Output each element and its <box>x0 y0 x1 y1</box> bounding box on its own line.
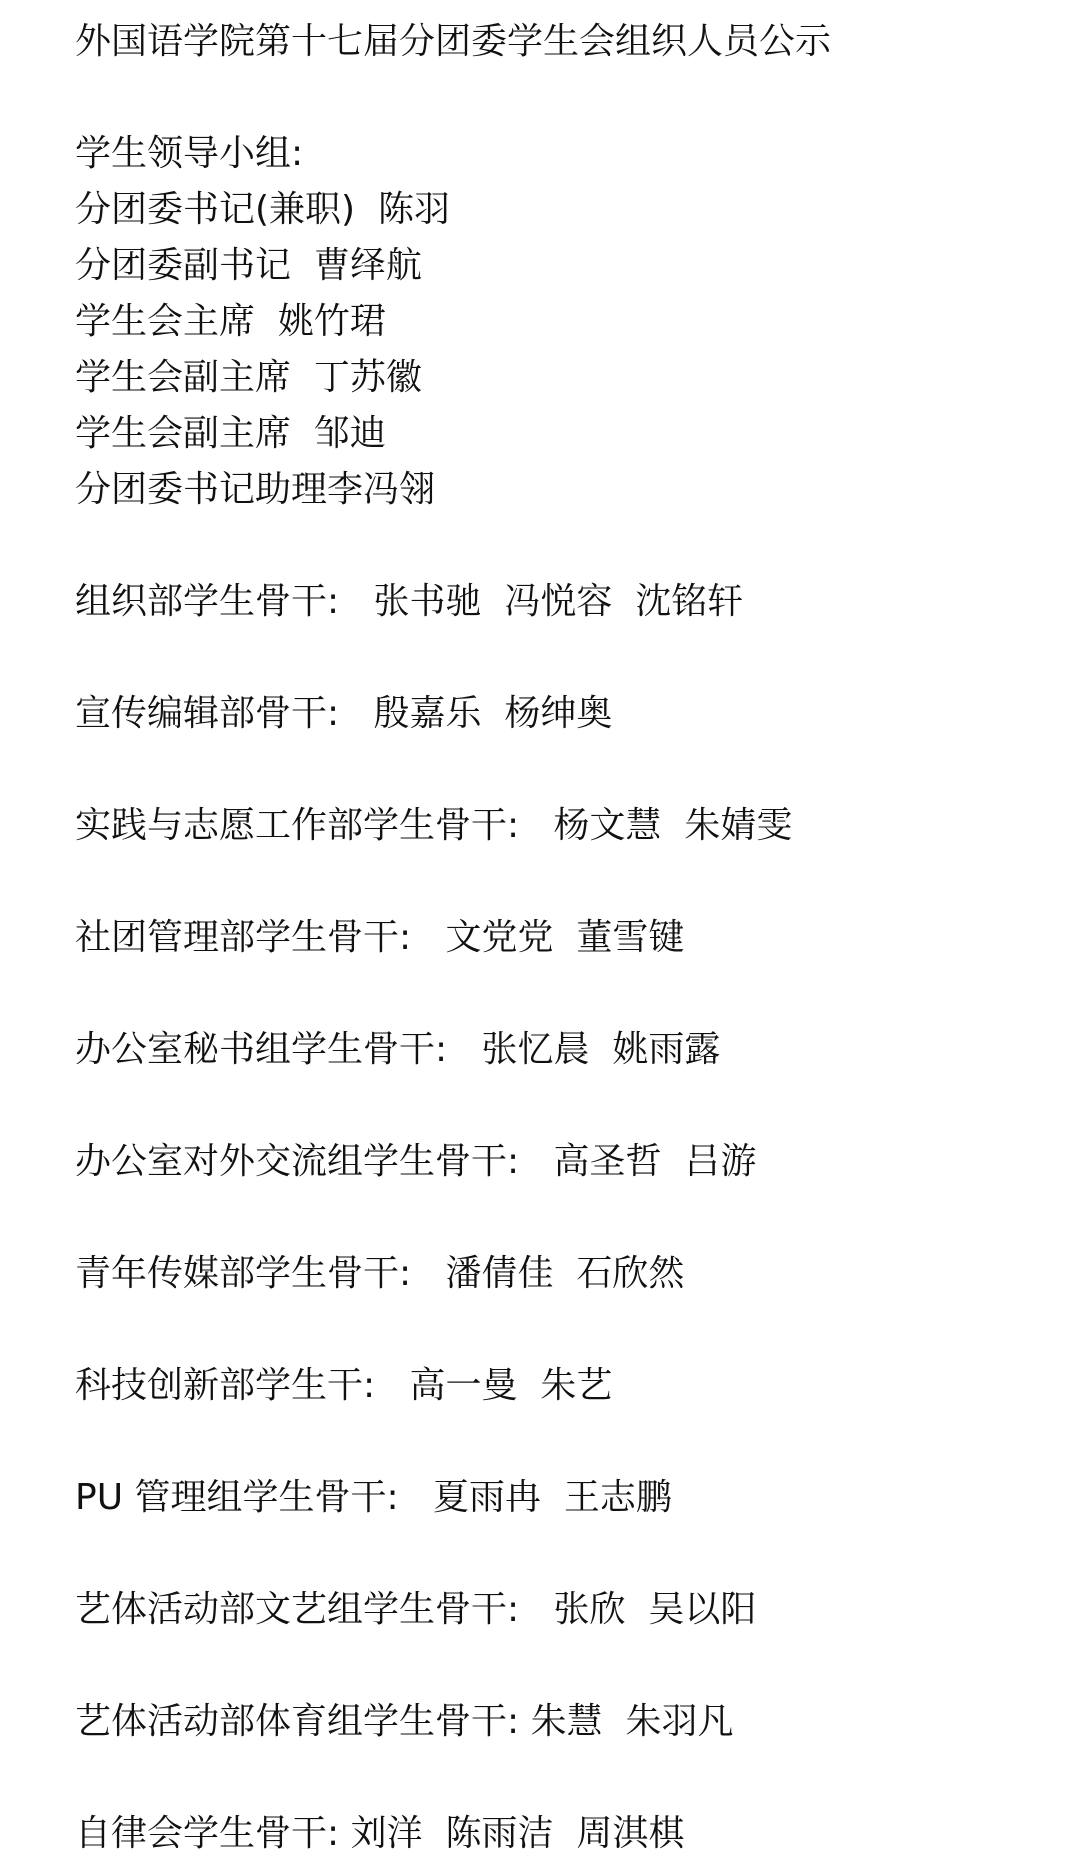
department-entry: 艺体活动部文艺组学生骨干: 张欣 吴以阳 <box>75 1589 757 1630</box>
document-title: 外国语学院第十七届分团委学生会组织人员公示 <box>75 21 832 62</box>
department-entry: 社团管理部学生骨干: 文党党 董雪键 <box>75 917 685 958</box>
department-entry: 实践与志愿工作部学生骨干: 杨文慧 朱婧雯 <box>75 805 793 846</box>
leadership-heading: 学生领导小组: <box>75 133 304 174</box>
leadership-member: 学生会主席 姚竹珺 <box>75 301 386 342</box>
department-entry: 组织部学生骨干: 张书驰 冯悦容 沈铭轩 <box>75 581 744 622</box>
department-entry: 科技创新部学生干: 高一曼 朱艺 <box>75 1365 613 1406</box>
department-entry: 艺体活动部体育组学生骨干: 朱慧 朱羽凡 <box>75 1701 734 1742</box>
department-entry: 宣传编辑部骨干: 殷嘉乐 杨绅奥 <box>75 693 613 734</box>
leadership-member: 学生会副主席 邹迪 <box>75 413 386 454</box>
leadership-member: 分团委书记助理李冯翎 <box>75 469 436 510</box>
department-entry: PU 管理组学生骨干: 夏雨冉 王志鹏 <box>75 1477 672 1518</box>
leadership-member: 学生会副主席 丁苏徽 <box>75 357 422 398</box>
leadership-member: 分团委书记(兼职) 陈羽 <box>75 189 450 230</box>
department-entry: 办公室对外交流组学生骨干: 高圣哲 吕游 <box>75 1141 757 1182</box>
department-entry: 自律会学生骨干: 刘洋 陈雨洁 周淇棋 <box>75 1813 685 1854</box>
department-entry: 办公室秘书组学生骨干: 张忆晨 姚雨露 <box>75 1029 721 1070</box>
leadership-member: 分团委副书记 曹绎航 <box>75 245 422 286</box>
department-entry: 青年传媒部学生骨干: 潘倩佳 石欣然 <box>75 1253 685 1294</box>
